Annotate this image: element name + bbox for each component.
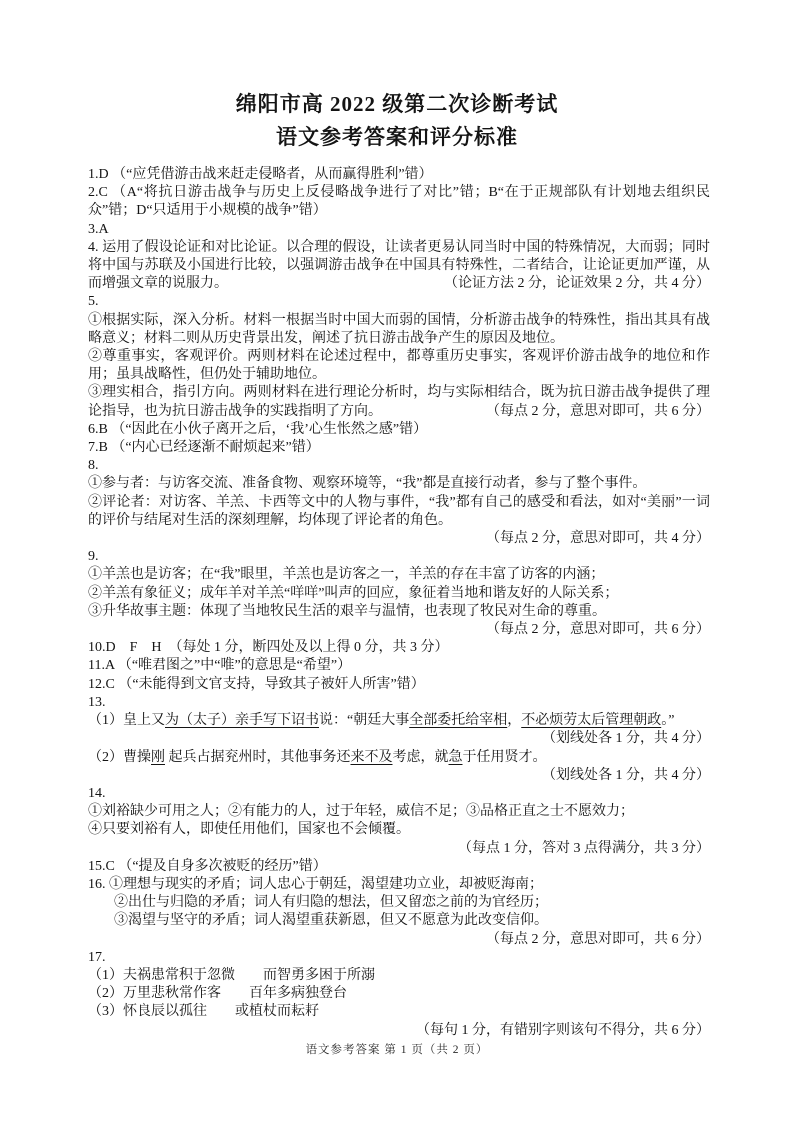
- answer-1: [88, 166, 710, 184]
- text-segment: 17.: [88, 949, 106, 965]
- underlined-text: 来不及: [350, 749, 393, 765]
- underlined-text: 全部委托给宰相: [409, 713, 508, 729]
- text-segment: 考虑，就: [392, 749, 449, 765]
- text-segment: （2）曹操: [88, 749, 151, 765]
- text-segment: （3）怀良辰以孤往 或植杖而耘耔: [88, 1004, 319, 1020]
- answer-14-points-1: [88, 803, 710, 821]
- text-segment: ，: [507, 713, 522, 729]
- text-segment: 3.A: [88, 221, 109, 237]
- text-segment: 11.A （“唯君图之”中“唯”的意思是“希望”）: [88, 658, 352, 674]
- answer-4: [88, 239, 710, 294]
- underlined-text: 为（太子）亲手写下诏书: [165, 713, 319, 729]
- text-segment: （每点 2 分，意思对即可，共 6 分）: [486, 931, 710, 947]
- text-segment: 16. ①理想与现实的矛盾；词人忠心于朝廷，渴望建功立业，却被贬海南；: [88, 876, 543, 892]
- answer-14-note: [88, 840, 710, 858]
- text-segment: ②尊重事实，客观评价。两则材料在论述过程中，都尊重历史事实，客观评价游击战争的地位和作用；虽具战略性，但仍处于辅助地位。: [88, 349, 710, 383]
- answer-12: [88, 676, 710, 694]
- text-segment: ②出仕与归隐的矛盾；词人有归隐的想法，但又留恋之前的为官经历；: [114, 895, 548, 911]
- text-segment: 8.: [88, 458, 99, 474]
- text-segment: （每点 2 分，意思对即可，共 4 分）: [486, 531, 710, 547]
- text-segment: （每句 1 分，有错别字则该句不得分，共 6 分）: [416, 1022, 710, 1038]
- text-segment: 1.D （“应凭借游击战来赶走侵略者，从而赢得胜利”错）: [88, 167, 433, 182]
- text-segment: 6.B （“因此在小伙子离开之后，‘我’心生怅然之感”错）: [88, 421, 428, 437]
- answer-8-number: [88, 457, 710, 475]
- text-segment: （每点 2 分，意思对即可，共 6 分）: [486, 622, 710, 638]
- answer-8-point-2: [88, 494, 710, 530]
- answer-14-points-2: [88, 821, 710, 839]
- document-subtitle: 语文参考答案和评分标准: [276, 125, 518, 149]
- answer-5-number: [88, 293, 710, 311]
- text-segment: 9.: [88, 549, 99, 565]
- answer-13-number: [88, 694, 710, 712]
- text-segment: （每点 1 分，答对 3 点得满分，共 3 分）: [458, 840, 710, 856]
- text-segment: ③渴望与坚守的矛盾；词人渴望重获新恩，但又不愿意为此改变信仰。: [114, 913, 548, 929]
- document-body: [88, 166, 710, 1040]
- text-segment: 。”: [661, 713, 675, 729]
- answer-10: [88, 639, 710, 657]
- answer-9-point-2: [88, 585, 710, 603]
- text-segment: 12.C （“未能得到文官支持，导致其子被奸人所害”错）: [88, 676, 425, 692]
- answer-9-note: [88, 621, 710, 639]
- answer-5-point-3: [88, 384, 710, 420]
- text-segment: ②羊羔有象征义；成年羊对羊羔“咩咩”叫声的回应，象征着当地和谐友好的人际关系；: [88, 585, 619, 601]
- text-segment: 说：“朝廷大事: [319, 713, 410, 729]
- text-segment: 15.C （“提及自身多次被贬的经历”错）: [88, 858, 327, 874]
- answer-5-point-2: [88, 348, 710, 384]
- text-segment: ③理实相合，指引方向。两则材料在进行理论分析时，均与实际相结合，既为抗日游击战争提供了理论指导，也为抗日游击战争的实践指明了方向。: [88, 385, 710, 419]
- text-segment: 4. 运用了假设论证和对比论证。以合理的假设，让读者更易认同当时中国的特殊情况，大而弱；同时将中国与苏联及小国进行比较，以强调游击战争在中国具有特殊性，二者结合，让论证更加严谨，从而增强文章的说服力。: [88, 239, 710, 292]
- text-segment: （1）夫祸患常积于忽微 而智勇多困于所溺: [88, 967, 375, 983]
- answer-17-number: [88, 949, 710, 967]
- answer-13-2-note: [88, 767, 710, 785]
- text-segment: （1）皇上又: [88, 713, 165, 729]
- underlined-text: 刚: [151, 749, 165, 765]
- answer-16-point-3: [88, 912, 710, 930]
- text-segment: ③升华故事主题：体现了当地牧民生活的艰辛与温情，也表现了牧民对生命的尊重。: [88, 603, 606, 619]
- answer-9-point-1: [88, 566, 710, 584]
- answer-3: [88, 221, 710, 239]
- score-note: （每点 2 分，意思对即可，共 6 分）: [486, 403, 710, 419]
- answer-16-point-2: [88, 894, 710, 912]
- score-note: （论证方法 2 分，论证效果 2 分，共 4 分）: [444, 276, 710, 292]
- text-segment: （2）万里悲秋常作客 百年多病独登台: [88, 986, 347, 1002]
- answer-13-1-note: [88, 730, 710, 748]
- text-segment: （划线处各 1 分，共 4 分）: [542, 767, 710, 783]
- answer-16-point-1: [88, 876, 710, 894]
- text-segment: ①刘裕缺少可用之人；②有能力的人，过于年轻，威信不足；③品格正直之士不愿效力；: [88, 804, 634, 820]
- answer-15: [88, 858, 710, 876]
- text-segment: ①参与者：与访客交流、准备食物、观察环境等，“我”都是直接行动者，参与了整个事件。: [88, 476, 647, 492]
- answer-13-2: [88, 749, 710, 767]
- answer-17-1: [88, 967, 710, 985]
- answer-11: [88, 657, 710, 675]
- text-segment: ①羊羔也是访客；在“我”眼里，羊羔也是访客之一，羊羔的存在丰富了访客的内涵；: [88, 567, 605, 583]
- text-segment: 于任用贤才。: [462, 749, 547, 765]
- text-segment: 5.: [88, 294, 99, 310]
- answer-6: [88, 421, 710, 439]
- text-segment: ②评论者：对访客、羊羔、卡西等文中的人物与事件，“我”都有自己的感受和看法，如对“美丽”一词的评价与结尾对生活的深刻理解，均体现了评论者的角色。: [88, 494, 710, 528]
- underlined-text: 不必烦劳太后管理朝政: [521, 713, 662, 729]
- text-segment: 13.: [88, 694, 106, 710]
- exam-title: 绵阳市高 2022 级第二次诊断考试: [235, 92, 559, 116]
- text-segment: 14.: [88, 785, 106, 801]
- text-segment: 10.D F H （每处 1 分，断四处及以上得 0 分，共 3 分）: [88, 640, 449, 656]
- answer-13-1: [88, 712, 710, 730]
- text-segment: ④只要刘裕有人，即使任用他们，国家也不会倾覆。: [88, 822, 410, 838]
- text-segment: 2.C （A“将抗日游击战争与历史上反侵略战争进行了对比”错；B“在于正规部队有计划地去组织民众”错；D“只适用于小规模的战争”错）: [88, 185, 710, 219]
- text-segment: 7.B （“内心已经逐渐不耐烦起来”错）: [88, 440, 320, 456]
- answer-17-3: [88, 1003, 710, 1021]
- answer-5-point-1: [88, 312, 710, 348]
- answer-17-note: [88, 1022, 710, 1040]
- answer-2: [88, 184, 710, 220]
- answer-8-point-1: [88, 475, 710, 493]
- answer-9-number: [88, 548, 710, 566]
- answer-7: [88, 439, 710, 457]
- answer-14-number: [88, 785, 710, 803]
- underlined-text: 急: [448, 749, 463, 765]
- answer-17-2: [88, 985, 710, 1003]
- document-header: [0, 0, 794, 154]
- text-segment: 起兵占据兖州时，其他事务还: [165, 749, 351, 765]
- answer-9-point-3: [88, 603, 710, 621]
- text-segment: ①根据实际，深入分析。材料一根据当时中国大而弱的国情，分析游击战争的特殊性，指出其具有战略意义；材料二则从历史背景出发，阐述了抗日游击战争产生的原因及地位。: [88, 312, 710, 346]
- text-segment: （划线处各 1 分，共 4 分）: [542, 731, 710, 747]
- answer-8-note: [88, 530, 710, 548]
- page-footer: 语文参考答案 第 1 页（共 2 页）: [305, 1044, 489, 1056]
- answer-16-note: [88, 931, 710, 949]
